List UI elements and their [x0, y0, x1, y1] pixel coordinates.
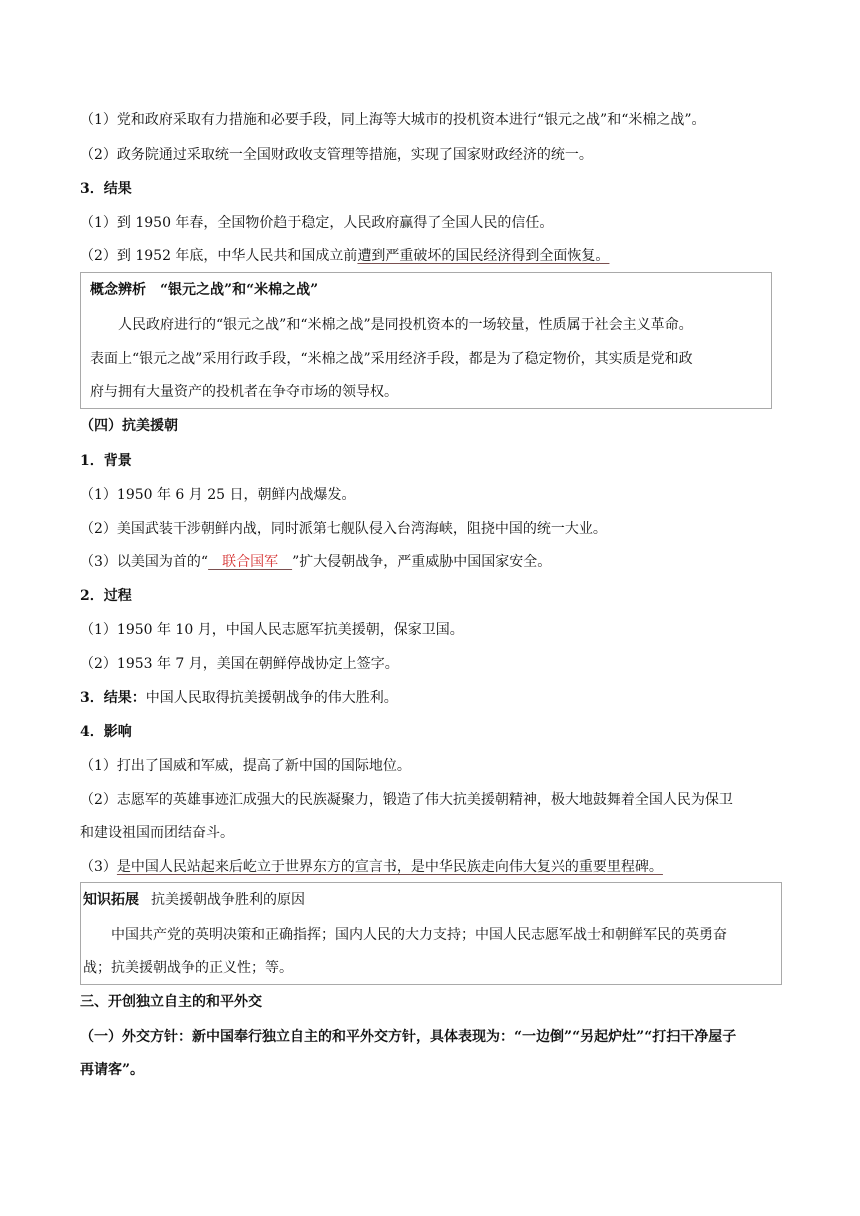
korea-background-3-prefix: （3）以美国为首的“ [80, 554, 209, 570]
result-item-2 [80, 246, 609, 266]
result-item-1: （1）到 1950 年春，全国物价趋于稳定，人民政府赢得了全国人民的信任。 [80, 215, 554, 231]
diplomacy-policy-line-1: （一）外交方针：新中国奉行独立自主的和平外交方针，具体表现为：“一边倒”“另起炉灶”“打扫干净屋子 [80, 1029, 737, 1045]
fill-in-blank-answer: 联合国军 [208, 554, 293, 570]
korea-background-3 [80, 552, 551, 572]
result-heading: 3．结果 [80, 181, 132, 197]
concept-box-title: 概念辨析 “银元之战”和“米棉之战” [90, 282, 319, 298]
korea-impact-3-underlined: 是中国人民站起来后屹立于世界东方的宣言书，是中华民族走向伟大复兴的重要里程碑。 [116, 859, 663, 875]
concept-box [80, 272, 772, 409]
korea-impact-2-line-1: （2）志愿军的英雄事迹汇成强大的民族凝聚力，锻造了伟大抗美援朝精神，极大地鼓舞着全国人民为保卫 [80, 792, 733, 808]
concept-box-line-1: 人民政府进行的“银元之战”和“米棉之战”是同投机资本的一场较量，性质属于社会主义革命。 [118, 317, 693, 333]
korea-result-label: 3．结果： [80, 690, 146, 706]
korea-heading: （四）抗美援朝 [80, 418, 178, 434]
measure-2: （2）政务院通过采取统一全国财政收支管理等措施，实现了国家财政经济的统一。 [80, 147, 593, 163]
korea-background-1: （1）1950 年 6 月 25 日，朝鲜内战爆发。 [80, 487, 356, 503]
korea-background-heading: 1．背景 [80, 453, 132, 469]
knowledge-box-header [83, 890, 305, 910]
diplomacy-policy-line-2: 再请客”。 [80, 1062, 145, 1078]
korea-process-2: （2）1953 年 7 月，美国在朝鲜停战协定上签字。 [80, 656, 399, 672]
result-item-2-underlined: 遭到严重破坏的国民经济得到全面恢复。 [357, 248, 610, 264]
knowledge-box [80, 882, 782, 985]
knowledge-box-label: 知识拓展 [83, 892, 139, 908]
knowledge-box-line-1: 中国共产党的英明决策和正确指挥；国内人民的大力支持；中国人民志愿军战士和朝鲜军民的英勇奋 [111, 927, 727, 943]
knowledge-box-line-2: 战；抗美援朝战争的正义性；等。 [83, 960, 293, 976]
korea-background-2: （2）美国武装干涉朝鲜内战，同时派第七舰队侵入台湾海峡，阻挠中国的统一大业。 [80, 521, 607, 537]
measure-1: （1）党和政府采取有力措施和必要手段，同上海等大城市的投机资本进行“银元之战”和“米棉之战”。 [80, 112, 706, 128]
korea-impact-2-line-2: 和建设祖国而团结奋斗。 [80, 825, 234, 841]
korea-impact-3 [80, 857, 663, 877]
concept-box-line-2: 表面上“银元之战”采用行政手段，“米棉之战”采用经济手段，都是为了稳定物价，其实质是党和政 [90, 351, 693, 367]
korea-process-1: （1）1950 年 10 月，中国人民志愿军抗美援朝，保家卫国。 [80, 622, 464, 638]
korea-process-heading: 2．过程 [80, 588, 132, 604]
knowledge-box-title: 抗美援朝战争胜利的原因 [151, 892, 305, 908]
korea-result-text: 中国人民取得抗美援朝战争的伟大胜利。 [145, 690, 398, 706]
korea-impact-3-prefix: （3） [80, 859, 117, 875]
korea-background-3-suffix: ”扩大侵朝战争，严重威胁中国国家安全。 [292, 554, 552, 570]
korea-result [80, 688, 398, 708]
result-item-2-prefix: （2）到 1952 年底，中华人民共和国成立前 [80, 248, 358, 264]
korea-impact-1: （1）打出了国威和军威，提高了新中国的国际地位。 [80, 758, 411, 774]
concept-box-line-3: 府与拥有大量资产的投机者在争夺市场的领导权。 [90, 384, 398, 400]
korea-impact-heading: 4．影响 [80, 724, 132, 740]
diplomacy-heading: 三、开创独立自主的和平外交 [80, 994, 262, 1010]
